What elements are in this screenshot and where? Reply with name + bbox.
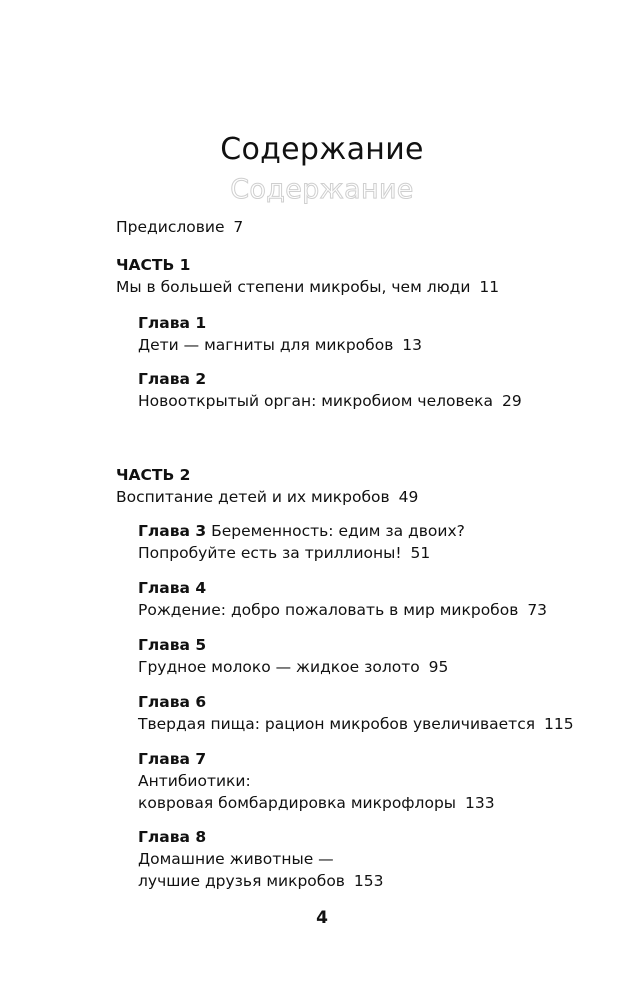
chapter-1-title-line: [138, 334, 422, 356]
part-2-title-line: [116, 486, 418, 508]
chapter-1-title: Дети — магниты для микробов: [138, 336, 394, 354]
chapter-6-page: 115: [544, 715, 574, 733]
chapter-6-title: Твердая пища: рацион микробов увеличивается: [138, 715, 536, 733]
toc-chapter-1: [116, 312, 422, 356]
chapter-7-label: Глава 7: [138, 750, 207, 768]
chapter-3-second-line: [138, 542, 465, 564]
toc-chapter-3: [116, 520, 465, 564]
part-2-heading: ЧАСТЬ 2: [116, 466, 191, 484]
chapter-8-title-line1: Домашние животные —: [138, 850, 334, 868]
chapter-8-label: Глава 8: [138, 828, 207, 846]
chapter-3-page: 51: [410, 544, 431, 562]
chapter-4-title-line: [138, 599, 547, 621]
chapter-1-label: Глава 1: [138, 314, 207, 332]
chapter-1-page: 13: [402, 336, 423, 354]
part-2-page: 49: [398, 488, 419, 506]
chapter-4-title: Рождение: добро пожаловать в мир микробов: [138, 601, 519, 619]
chapter-2-page: 29: [501, 392, 522, 410]
toc-chapter-5: [116, 634, 448, 678]
chapter-2-title: Новооткрытый орган: микробиом человека: [138, 392, 494, 410]
part-1-heading: ЧАСТЬ 1: [116, 256, 191, 274]
chapter-6-title-line: [138, 713, 574, 735]
chapter-5-title: Грудное молоко — жидкое золото: [138, 658, 420, 676]
chapter-5-page: 95: [428, 658, 449, 676]
chapter-6-label: Глава 6: [138, 693, 207, 711]
chapter-8-page: 153: [353, 872, 384, 890]
part-1-title-line: [116, 276, 499, 298]
chapter-5-title-line: [138, 656, 448, 678]
toc-part-2: [116, 464, 418, 508]
toc-chapter-7: [116, 748, 495, 814]
chapter-7-page: 133: [464, 794, 495, 812]
part-2-title: Воспитание детей и их микробов: [116, 488, 390, 506]
toc-chapter-8: [116, 826, 383, 892]
page-number: 4: [316, 908, 328, 928]
part-1-page: 11: [479, 278, 500, 296]
chapter-7-title-line2: ковровая бомбардировка микрофлоры: [138, 794, 457, 812]
chapter-2-title-line: [138, 390, 522, 412]
chapter-7-second-line: [138, 792, 495, 814]
chapter-4-label: Глава 4: [138, 579, 207, 597]
chapter-3-first-line: [138, 520, 465, 542]
page-title: Содержание: [220, 132, 424, 167]
chapter-3-title-line2: Попробуйте есть за триллионы!: [138, 544, 402, 562]
chapter-5-label: Глава 5: [138, 636, 207, 654]
chapter-8-title-line2: лучшие друзья микробов: [138, 872, 345, 890]
toc-chapter-2: [116, 368, 522, 412]
chapter-3-label: Глава 3: [138, 522, 207, 540]
chapter-7-title-line1: Антибиотики:: [138, 772, 251, 790]
chapter-2-label: Глава 2: [138, 370, 207, 388]
toc-chapter-4: [116, 577, 547, 621]
chapter-4-page: 73: [527, 601, 548, 619]
toc-preface: [116, 216, 243, 238]
toc-part-1: [116, 254, 499, 298]
chapter-8-second-line: [138, 870, 383, 892]
toc-chapter-6: [116, 691, 574, 735]
chapter-3-title-line1: Беременность: едим за двоих?: [211, 522, 465, 540]
preface-page: 7: [233, 218, 244, 236]
preface-label: Предисловие: [116, 218, 225, 236]
title-outline-decoration: Содержание: [230, 174, 414, 205]
part-1-title: Мы в большей степени микробы, чем люди: [116, 278, 471, 296]
